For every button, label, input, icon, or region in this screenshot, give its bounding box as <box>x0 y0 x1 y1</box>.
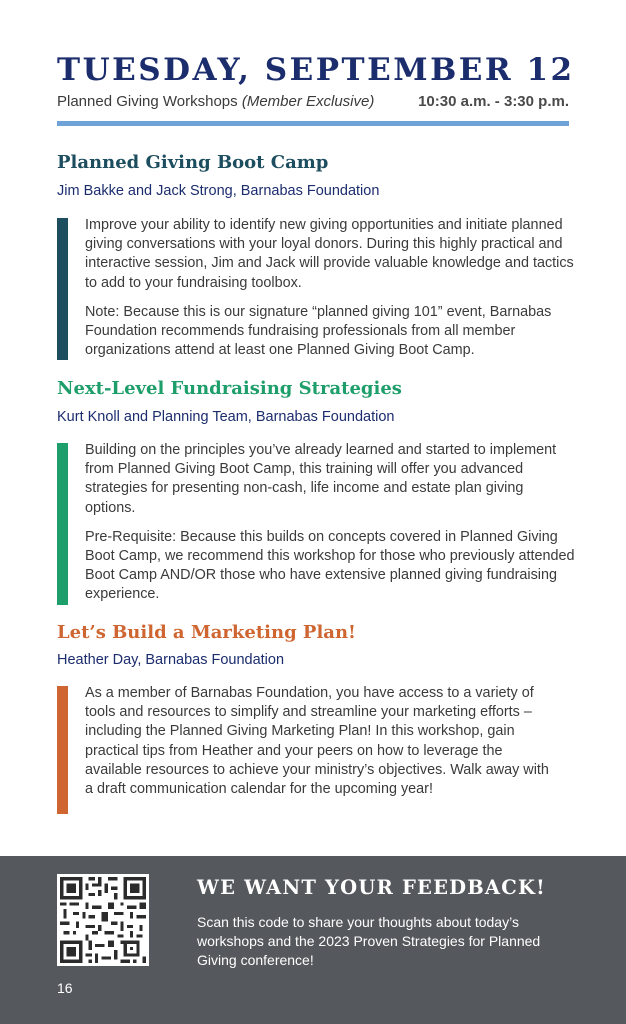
qr-code-icon[interactable] <box>57 874 149 966</box>
session-title: Let’s Build a Marketing Plan! <box>57 622 356 643</box>
subtitle-text: Planned Giving Workshops <box>57 93 238 110</box>
session-description <box>85 684 555 809</box>
page-subtitle <box>57 93 374 110</box>
feedback-title: WE WANT YOUR FEEDBACK! <box>197 876 546 899</box>
page-number: 16 <box>57 980 73 996</box>
session-paragraph: Pre-Requisite: Because this builds on concepts covered in Planned Giving Boot Camp, we recommend this workshop for those who previously attended Boot Camp AND/OR those who have extensive planned giving fundraising experience. <box>85 528 575 603</box>
session-presenter: Kurt Knoll and Planning Team, Barnabas Foundation <box>57 409 395 425</box>
session-presenter: Jim Bakke and Jack Strong, Barnabas Foundation <box>57 183 380 199</box>
session-accent-bar <box>57 443 68 605</box>
subtitle-note: (Member Exclusive) <box>241 93 375 110</box>
session-description <box>85 441 577 615</box>
page-title: TUESDAY, SEPTEMBER 12 <box>57 52 575 88</box>
header-divider <box>57 121 569 126</box>
feedback-text: Scan this code to share your thoughts about today’s workshops and the 2023 Proven Strategies for Planned Giving conference! <box>197 914 541 968</box>
session-paragraph: Improve your ability to identify new giving opportunities and initiate planned giving conversations with your loyal donors. During this highly practical and interactive session, Jim and Jack will provide valuable knowledge and tactics to add to your fundraising toolbox. <box>85 217 574 291</box>
session-title: Planned Giving Boot Camp <box>57 152 329 173</box>
event-time: 10:30 a.m. - 3:30 p.m. <box>418 93 569 110</box>
session-paragraph: Note: Because this is our signature “planned giving 101” event, Barnabas Foundation recommends fundraising professionals from all member organizations attend at least one Planned Giving Boot Camp. <box>85 303 552 359</box>
session-presenter: Heather Day, Barnabas Foundation <box>57 652 285 668</box>
session-paragraph: Building on the principles you’ve already learned and started to implement from Planned Giving Boot Camp, this training will offer you advanced strategies for presenting non-cash, life income and estate plan giving options. <box>85 442 557 516</box>
session-description <box>85 216 577 370</box>
session-accent-bar <box>57 686 68 814</box>
session-paragraph: As a member of Barnabas Foundation, you have access to a variety of tools and resources to simplify and streamline your marketing efforts – including the Planned Giving Marketing Plan! In this workshop, gain practical tips from Heather and your peers on how to leverage the available resources to achieve your ministry’s objectives. Walk away with a draft communication calendar for the upcoming year! <box>85 685 549 798</box>
session-accent-bar <box>57 218 68 360</box>
session-title: Next-Level Fundraising Strategies <box>57 378 402 399</box>
